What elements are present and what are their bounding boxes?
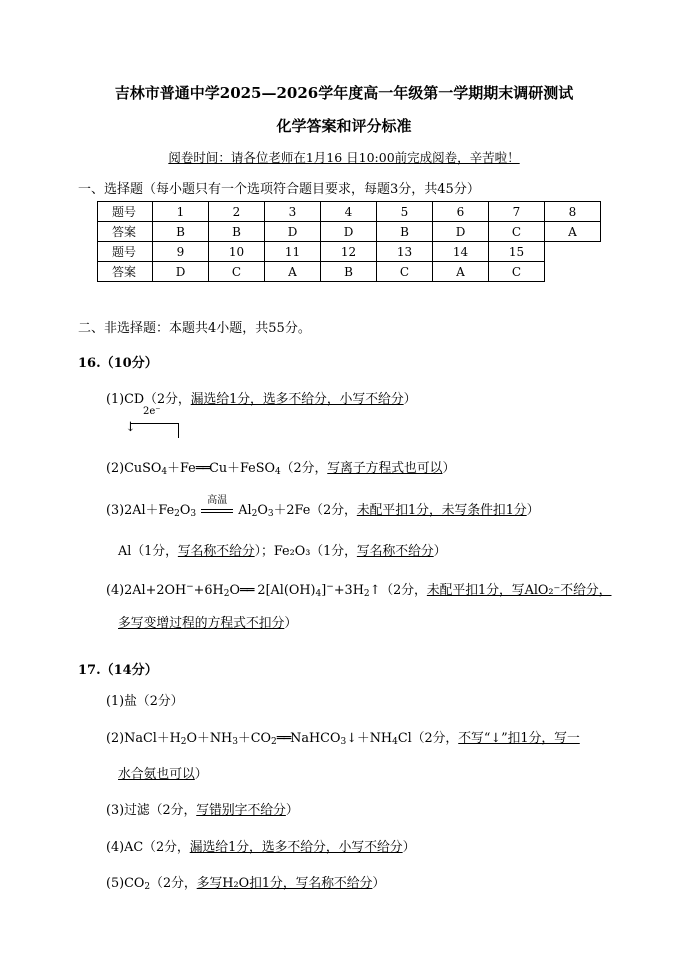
question-number: 11 — [265, 242, 321, 262]
row-label: 题号 — [98, 242, 153, 262]
q17-part4-main: (4)AC（2分， — [106, 840, 190, 855]
q16-part1-note: 漏选给1分，选多不给分，小写不给分 — [190, 392, 404, 407]
answer-cell: A — [545, 222, 601, 242]
empty-cell — [545, 262, 601, 282]
q17-part3-main: (3)过滤（2分， — [106, 803, 197, 818]
q16-part3-fe2o3: ）；Fe₂O₃（1分， — [254, 544, 357, 559]
q16-part3-fe2o3-note: 写名称不给分 — [356, 544, 434, 559]
q17-heading: 17.（14分） — [78, 663, 158, 678]
q17-part3: (3)过滤（2分，写错别字不给分） — [106, 803, 299, 818]
answer-cell: D — [153, 262, 209, 282]
answer-cell: B — [209, 222, 265, 242]
q16-part4: $(4)2Al+2OH^-+6H_2O══$ $2[Al(OH)_4]^-+3H_2↑(2$分，未配平扣1分，写AlO₂⁻不给分， — [106, 582, 612, 599]
q16-part1-main: (1)CD（2分， — [106, 392, 191, 407]
q16-part1 — [106, 388, 416, 407]
answer-cell: A — [433, 262, 489, 282]
row-label: 答案 — [98, 262, 153, 282]
row-label: 答案 — [98, 222, 153, 242]
q16-part1-close: ） — [403, 392, 417, 407]
question-number: 6 — [433, 202, 489, 222]
exam-title: 吉林市普通中学2025—2026学年度高一年级第一学期期末调研测试 — [114, 84, 574, 102]
q16-part3: $(3)2Al+Fe_2O_3$ 高温 $Al_2O_3+2Fe(2$分，未配平扣1分，未写条件扣1分） — [106, 499, 539, 519]
electron-transfer-bracket — [130, 423, 179, 438]
answer-cell: D — [321, 222, 377, 242]
q16-part2-note: 写离子方程式也可以 — [327, 461, 443, 476]
answer-cell: C — [377, 262, 433, 282]
answer-cell: C — [209, 262, 265, 282]
reaction-condition — [200, 495, 234, 518]
answer-cell: B — [321, 262, 377, 282]
down-arrow-icon: ↓ — [125, 420, 136, 435]
question-number: 7 — [489, 202, 545, 222]
row-label: 题号 — [98, 202, 153, 222]
answer-cell: A — [265, 262, 321, 282]
question-number: 4 — [321, 202, 377, 222]
table-row — [98, 222, 601, 242]
q17-part2: $(2)NaCl+H_2O+NH_3+CO_2══NaHCO_3↓+NH_4Cl(2$分，不写“↓”扣1分，写一 — [106, 731, 580, 747]
question-number: 10 — [209, 242, 265, 262]
q17-part4-note: 漏选给1分，选多不给分，小写不给分 — [189, 840, 403, 855]
q17-part2-note: 不写“↓”扣1分，写一 — [458, 731, 580, 746]
answer-cell: C — [489, 222, 545, 242]
q16-part4-note: 未配平扣1分，写AlO₂⁻不给分， — [426, 583, 612, 598]
question-number: 9 — [153, 242, 209, 262]
exam-subtitle: 化学答案和评分标准 — [276, 117, 412, 135]
answer-cell: D — [433, 222, 489, 242]
q17-part4: (4)AC（2分，漏选给1分，选多不给分，小写不给分） — [106, 840, 416, 855]
question-number: 1 — [153, 202, 209, 222]
condition-label: 高温 — [207, 495, 228, 506]
grading-notice-text: 阅卷时间：请各位老师在1月16 日10:00前完成阅卷，辛苦啦！ — [168, 150, 520, 165]
question-number: 15 — [489, 242, 545, 262]
q16-part4-note2: 多写变增过程的方程式不扣分 — [118, 616, 285, 631]
question-number: 8 — [545, 202, 601, 222]
answer-table — [97, 201, 601, 282]
table-row — [98, 262, 601, 282]
q16-part3-al: Al（1分， — [118, 544, 178, 559]
q17-part1: (1)盐（2分） — [106, 694, 184, 709]
table-row — [98, 242, 601, 262]
answer-cell: C — [489, 262, 545, 282]
empty-cell — [545, 242, 601, 262]
q16-part3-answers: Al（1分，写名称不给分）；Fe₂O₃（1分，写名称不给分） — [118, 544, 447, 559]
question-number: 13 — [377, 242, 433, 262]
q16-part3-note: 未配平扣1分，未写条件扣1分 — [356, 503, 527, 518]
question-number: 2 — [209, 202, 265, 222]
question-number: 12 — [321, 242, 377, 262]
q17-part2-note2: 水合氨也可以 — [118, 767, 195, 782]
electron-transfer-label: 2e⁻ — [143, 406, 161, 417]
section2-heading: 二、非选择题：本题共4小题，共55分。 — [78, 321, 311, 336]
section1-heading: 一、选择题（每小题只有一个选项符合题目要求，每题3分，共45分） — [78, 182, 480, 197]
q16-heading: 16.（10分） — [78, 356, 158, 371]
question-number: 14 — [433, 242, 489, 262]
q16-part3-al-note: 写名称不给分 — [177, 544, 255, 559]
answer-cell: B — [377, 222, 433, 242]
q17-part3-note: 写错别字不给分 — [196, 803, 286, 818]
q17-part2-cont: 水合氨也可以） — [118, 767, 208, 782]
q17-part5: $(5)CO_2(2$分，多写H₂O扣1分，写名称不给分） — [106, 876, 386, 892]
answer-cell: B — [153, 222, 209, 242]
grading-notice — [0, 148, 688, 166]
question-number: 5 — [377, 202, 433, 222]
table-row — [98, 202, 601, 222]
q16-part2: (2)CuSO$_4$＋Fe══Cu＋FeSO$_4$（2分，写离子方程式也可以） — [106, 461, 456, 477]
q16-part4-cont: 多写变增过程的方程式不扣分） — [118, 616, 298, 631]
answer-cell: D — [265, 222, 321, 242]
question-number: 3 — [265, 202, 321, 222]
q17-part5-note: 多写H₂O扣1分，写名称不给分 — [196, 876, 373, 891]
